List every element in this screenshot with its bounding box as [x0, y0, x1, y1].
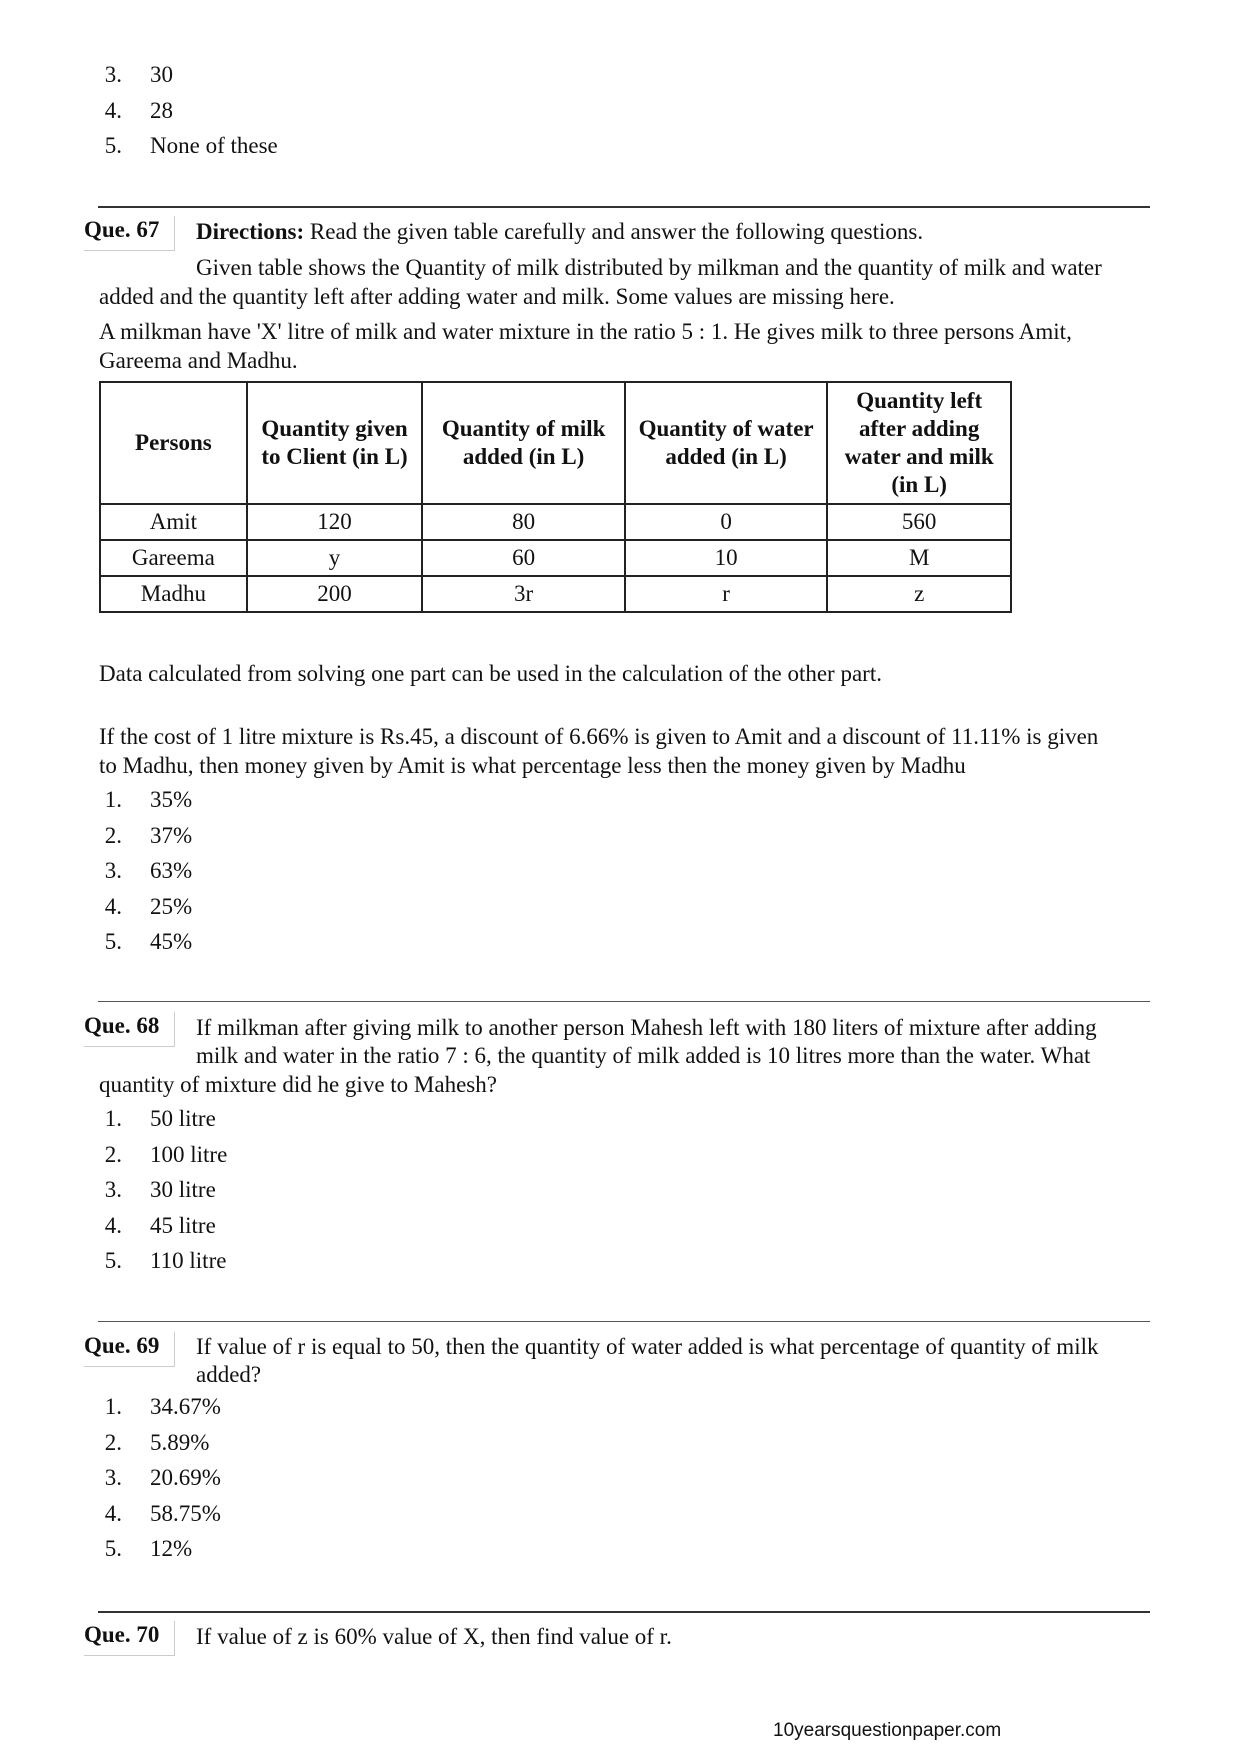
question-label — [84, 1621, 175, 1656]
question-text-line: If value of r is equal to 50, then the quantity of water added is what percentage of quantity of milk — [196, 1334, 1099, 1359]
note: Data calculated from solving one part can be used in the calculation of the other part. — [99, 661, 882, 686]
footer-website: 10yearsquestionpaper.com — [773, 1720, 1002, 1741]
table-header-cell: Quantity of water added (in L) — [625, 382, 828, 504]
question-number: Que. 68 — [84, 1013, 160, 1038]
divider — [98, 1001, 1150, 1002]
paragraph-line: A milkman have 'X' litre of milk and water mixture in the ratio 5 : 1. He gives milk to three persons Amit, — [99, 319, 1072, 344]
question-label — [84, 1332, 175, 1367]
table-cell: 80 — [422, 504, 625, 540]
divider — [98, 1321, 1150, 1322]
table-cell: Gareema — [100, 540, 247, 576]
table-cell: 560 — [827, 504, 1011, 540]
table-cell: Amit — [100, 504, 247, 540]
divider — [98, 1611, 1150, 1613]
table-cell: y — [247, 540, 423, 576]
table-header-row — [100, 382, 1011, 504]
directions-label: Directions: — [196, 219, 305, 244]
table-row — [100, 504, 1011, 540]
table-cell: 0 — [625, 504, 828, 540]
question-text-line: If the cost of 1 litre mixture is Rs.45, a discount of 6.66% is given to Amit and a discount of 11.11% is given — [99, 724, 1099, 749]
table-header-cell: Quantity left after adding water and milk (in L) — [827, 382, 1011, 504]
divider — [98, 206, 1150, 208]
table-header-cell: Persons — [100, 382, 247, 504]
question-text-line: added? — [196, 1362, 262, 1387]
table-row — [100, 576, 1011, 612]
question-number: Que. 67 — [84, 217, 160, 242]
table-cell: 120 — [247, 504, 423, 540]
table-cell: 3r — [422, 576, 625, 612]
table-cell: M — [827, 540, 1011, 576]
directions-text: Read the given table carefully and answer the following questions. — [304, 219, 924, 244]
question-number: Que. 69 — [84, 1333, 160, 1358]
table-header-cell: Quantity given to Client (in L) — [247, 382, 423, 504]
question-text-line: quantity of mixture did he give to Mahesh? — [99, 1072, 497, 1097]
paragraph-line: added and the quantity left after adding water and milk. Some values are missing here. — [99, 284, 895, 309]
directions — [196, 218, 923, 246]
question-text-line: milk and water in the ratio 7 : 6, the quantity of milk added is 10 litres more than the water. What — [196, 1043, 1091, 1068]
table-cell: 200 — [247, 576, 423, 612]
table-header-cell: Quantity of milk added (in L) — [422, 382, 625, 504]
question-label — [84, 1012, 175, 1047]
table-cell: 10 — [625, 540, 828, 576]
table-cell: 60 — [422, 540, 625, 576]
question-text-line: If milkman after giving milk to another person Mahesh left with 180 liters of mixture after adding — [196, 1015, 1097, 1040]
table-cell: Madhu — [100, 576, 247, 612]
table-row — [100, 540, 1011, 576]
table-cell: z — [827, 576, 1011, 612]
paragraph-line: Gareema and Madhu. — [99, 348, 298, 373]
question-label — [84, 216, 175, 251]
paragraph-line: Given table shows the Quantity of milk distributed by milkman and the quantity of milk and water — [196, 255, 1102, 280]
question-text-line: to Madhu, then money given by Amit is what percentage less then the money given by Madhu — [99, 753, 966, 778]
question-text-line: If value of z is 60% value of X, then find value of r. — [196, 1624, 672, 1649]
table-cell: r — [625, 576, 828, 612]
question-number: Que. 70 — [84, 1622, 160, 1647]
data-table — [99, 381, 1012, 613]
